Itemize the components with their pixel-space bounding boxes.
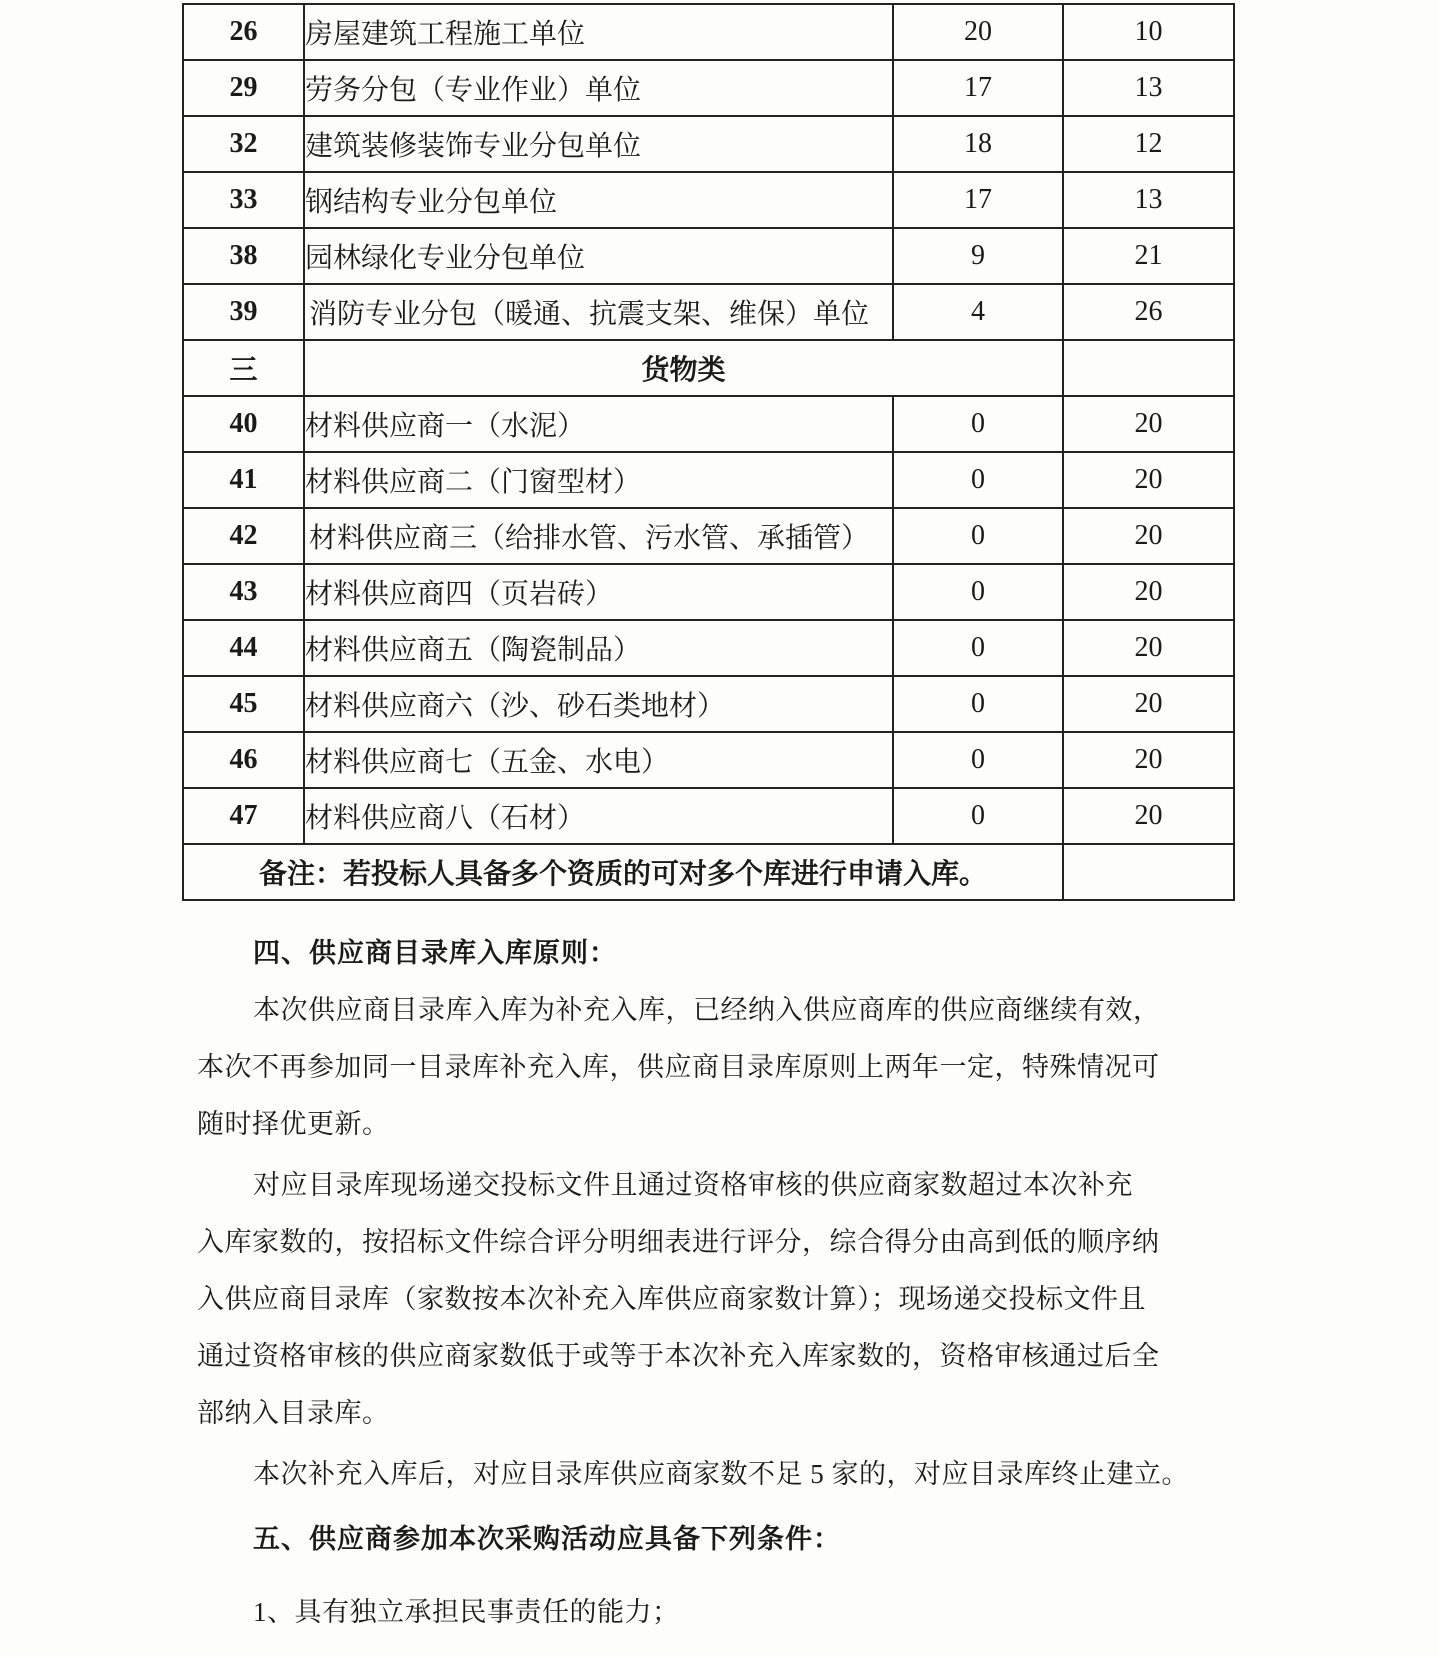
row-desc-cell: 材料供应商六（沙、砂石类地材） [304,676,893,732]
row-value2-cell: 20 [1063,620,1234,676]
row-desc-cell: 建筑装修装饰专业分包单位 [304,116,893,172]
section5-heading: 五、供应商参加本次采购活动应具备下列条件： [253,1524,841,1554]
row-desc-cell: 消防专业分包（暖通、抗震支架、维保）单位 [304,284,893,340]
row-value2-cell: 20 [1063,676,1234,732]
table-row [183,396,1234,452]
table-row [183,452,1234,508]
paragraph-line: 通过资格审核的供应商家数低于或等于本次补充入库家数的，资格审核通过后全 [197,1341,1160,1371]
paragraph-line: 部纳入目录库。 [197,1398,390,1428]
row-desc-cell: 材料供应商四（页岩砖） [304,564,893,620]
paragraph-line: 本次供应商目录库入库为补充入库，已经纳入供应商库的供应商继续有效， [253,995,1161,1025]
row-value2-cell: 12 [1063,116,1234,172]
row-value1-cell: 4 [893,284,1063,340]
note-row [183,844,1234,900]
row-desc-cell: 房屋建筑工程施工单位 [304,4,893,60]
paragraph-line: 对应目录库现场递交投标文件且通过资格审核的供应商家数超过本次补充 [253,1170,1133,1200]
paragraph-line: 入库家数的，按招标文件综合评分明细表进行评分，综合得分由高到低的顺序纳 [197,1227,1160,1257]
row-value2-cell: 26 [1063,284,1234,340]
row-value2-cell: 20 [1063,508,1234,564]
row-value2-cell: 20 [1063,732,1234,788]
empty-cell [1063,340,1234,396]
row-value1-cell: 0 [893,452,1063,508]
row-number-cell: 38 [183,228,304,284]
category-number-cell: 三 [183,340,304,396]
table-row [183,564,1234,620]
supplier-catalog-table [182,3,1235,901]
row-number-cell: 33 [183,172,304,228]
empty-cell [1063,844,1234,900]
row-number-cell: 26 [183,4,304,60]
row-desc-cell: 材料供应商八（石材） [304,788,893,844]
note-text-cell: 备注：若投标人具备多个资质的可对多个库进行申请入库。 [183,844,1063,900]
table-row [183,676,1234,732]
category-header-row [183,340,1234,396]
table-row [183,508,1234,564]
row-number-cell: 46 [183,732,304,788]
row-number-cell: 41 [183,452,304,508]
row-value1-cell: 0 [893,396,1063,452]
row-desc-cell: 园林绿化专业分包单位 [304,228,893,284]
row-value1-cell: 0 [893,620,1063,676]
row-value1-cell: 9 [893,228,1063,284]
row-value2-cell: 20 [1063,564,1234,620]
row-desc-cell: 材料供应商七（五金、水电） [304,732,893,788]
paragraph-line: 本次不再参加同一目录库补充入库，供应商目录库原则上两年一定，特殊情况可 [197,1052,1160,1082]
table-row [183,228,1234,284]
row-desc-cell: 钢结构专业分包单位 [304,172,893,228]
row-value1-cell: 0 [893,676,1063,732]
row-number-cell: 39 [183,284,304,340]
body-text [197,925,1187,1641]
row-value1-cell: 17 [893,172,1063,228]
category-label-cell: 货物类 [304,340,1063,396]
row-desc-cell: 材料供应商二（门窗型材） [304,452,893,508]
row-desc-cell: 劳务分包（专业作业）单位 [304,60,893,116]
row-number-cell: 40 [183,396,304,452]
table-row [183,788,1234,844]
table-row [183,60,1234,116]
table-row [183,116,1234,172]
table-row [183,172,1234,228]
paragraph-line: 随时择优更新。 [197,1109,390,1139]
row-value2-cell: 20 [1063,396,1234,452]
row-number-cell: 43 [183,564,304,620]
row-value2-cell: 13 [1063,172,1234,228]
table-row [183,732,1234,788]
row-value1-cell: 0 [893,508,1063,564]
row-value2-cell: 10 [1063,4,1234,60]
table-row [183,284,1234,340]
row-desc-cell: 材料供应商五（陶瓷制品） [304,620,893,676]
row-number-cell: 45 [183,676,304,732]
table-row [183,4,1234,60]
paragraph-line: 本次补充入库后，对应目录库供应商家数不足 5 家的，对应目录库终止建立。 [253,1459,1189,1489]
row-value1-cell: 0 [893,564,1063,620]
row-number-cell: 47 [183,788,304,844]
row-value1-cell: 18 [893,116,1063,172]
table-row [183,620,1234,676]
row-number-cell: 32 [183,116,304,172]
row-value1-cell: 17 [893,60,1063,116]
condition-item-1: 1、具有独立承担民事责任的能力； [253,1597,680,1627]
row-value2-cell: 20 [1063,452,1234,508]
paragraph-line: 入供应商目录库（家数按本次补充入库供应商家数计算）；现场递交投标文件且 [197,1284,1146,1314]
row-value1-cell: 0 [893,788,1063,844]
row-value1-cell: 0 [893,732,1063,788]
row-desc-cell: 材料供应商三（给排水管、污水管、承插管） [304,508,893,564]
row-number-cell: 44 [183,620,304,676]
row-number-cell: 29 [183,60,304,116]
row-desc-cell: 材料供应商一（水泥） [304,396,893,452]
row-value2-cell: 21 [1063,228,1234,284]
row-number-cell: 42 [183,508,304,564]
row-value2-cell: 13 [1063,60,1234,116]
row-value2-cell: 20 [1063,788,1234,844]
section4-heading: 四、供应商目录库入库原则： [253,938,617,968]
row-value1-cell: 20 [893,4,1063,60]
